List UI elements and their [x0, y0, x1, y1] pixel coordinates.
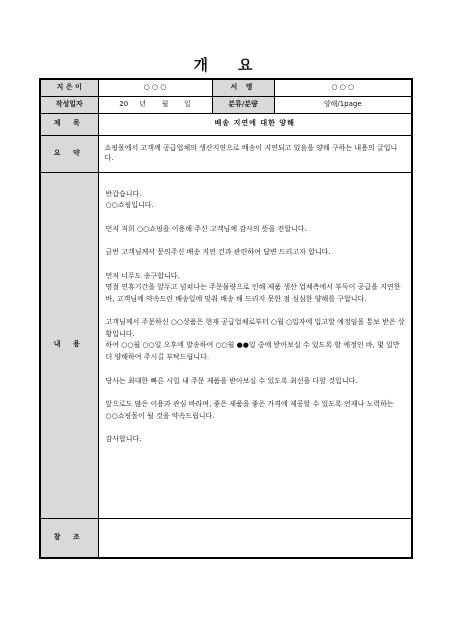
- content-paragraph-1: [106, 189, 406, 212]
- content-row: [40, 172, 412, 518]
- date-row: [40, 96, 412, 113]
- date-value: [98, 96, 212, 113]
- content-body: [98, 172, 412, 518]
- reference-value: [98, 518, 412, 558]
- content-paragraph-8: 감사합니다.: [105, 435, 142, 444]
- reference-row: [40, 518, 412, 558]
- subject-row: [40, 113, 412, 135]
- content-label: 내 용: [40, 172, 98, 518]
- content-paragraph-3: 금번 고객님께서 문의주신 배송 지연 건과 관련하여 답변 드리고자 합니다.: [105, 248, 331, 257]
- content-paragraph-4: [106, 271, 406, 306]
- type-value: 양해/1page: [274, 96, 412, 113]
- summary-label: 요 약: [40, 135, 98, 172]
- overview-form-table: [39, 78, 413, 559]
- date-month-unit: 월: [161, 99, 169, 108]
- reviewer-label: 서 명: [212, 79, 274, 96]
- document-title: [0, 54, 450, 75]
- date-year: 20: [119, 99, 129, 108]
- delay-reason-text: 명절 연휴기간을 앞두고 넘쳐나는 주문물량으로 인해 제품 생산 업체측에서 부득이 공급을 지연한 바, 고객님께 약속드린 배송일에 맞춰 배송 해 드리지 못한 점 심심한 양해를 구합니다.: [105, 283, 401, 303]
- content-paragraph-7: 앞으로도 많은 이용과 관심 바라며, 좋은 제품을 좋은 가격에 제공할 수 있도록 언제나 노력하는 ○○쇼핑몰이 될 것을 약속드립니다.: [105, 400, 394, 420]
- type-label: 분류/분량: [212, 96, 274, 113]
- date-day-unit: 일: [183, 99, 191, 108]
- writer-value: ○ ○ ○: [98, 79, 212, 96]
- summary-value: 쇼핑몰에서 고객께 공급업체의 생산지연으로 배송이 지연되고 있음을 양해 구하는 내용의 글입니다.: [98, 135, 412, 172]
- subject-value: 배송 지연에 대한 양해: [98, 113, 412, 135]
- writer-label: 지 은 이: [40, 79, 98, 96]
- title-char-1: 개: [193, 56, 212, 74]
- reviewer-value: ○ ○ ○: [274, 79, 412, 96]
- writer-row: [40, 79, 412, 96]
- date-label: 작성일자: [40, 96, 98, 113]
- content-paragraph-2: 먼저 저희 ○○쇼핑을 이용해 주신 고객님께 감사의 뜻을 전합니다.: [105, 224, 307, 233]
- subject-label: 제 목: [40, 113, 98, 135]
- summary-row: [40, 135, 412, 172]
- title-char-2: 요: [238, 56, 257, 74]
- date-year-unit: 년: [139, 99, 147, 108]
- greeting-line: 반갑습니다.: [105, 189, 142, 198]
- content-paragraph-5: 고객님께서 주문하신 ○○상품은 현재 공급업체로부터 ○월 ○일자에 입고할 예정임을 통보 받은 상황입니다. 하여 ○○월 ○○일 오후에 발송하여 ○○월 ●●일 중에 받아보실 수 있도록 할 예정인 바, 몇 일만 더 양해하여 주시길 부탁드립니다.: [105, 318, 405, 361]
- shop-intro-line: ○○쇼핑입니다.: [105, 201, 154, 210]
- reference-label: 참 조: [40, 518, 98, 558]
- apology-line: 먼저 너무도 송구합니다.: [105, 271, 180, 280]
- content-paragraph-6: 당사는 최대한 빠른 시일 내 주문 제품을 받아보실 수 있도록 최선을 다할 것입니다.: [105, 376, 358, 385]
